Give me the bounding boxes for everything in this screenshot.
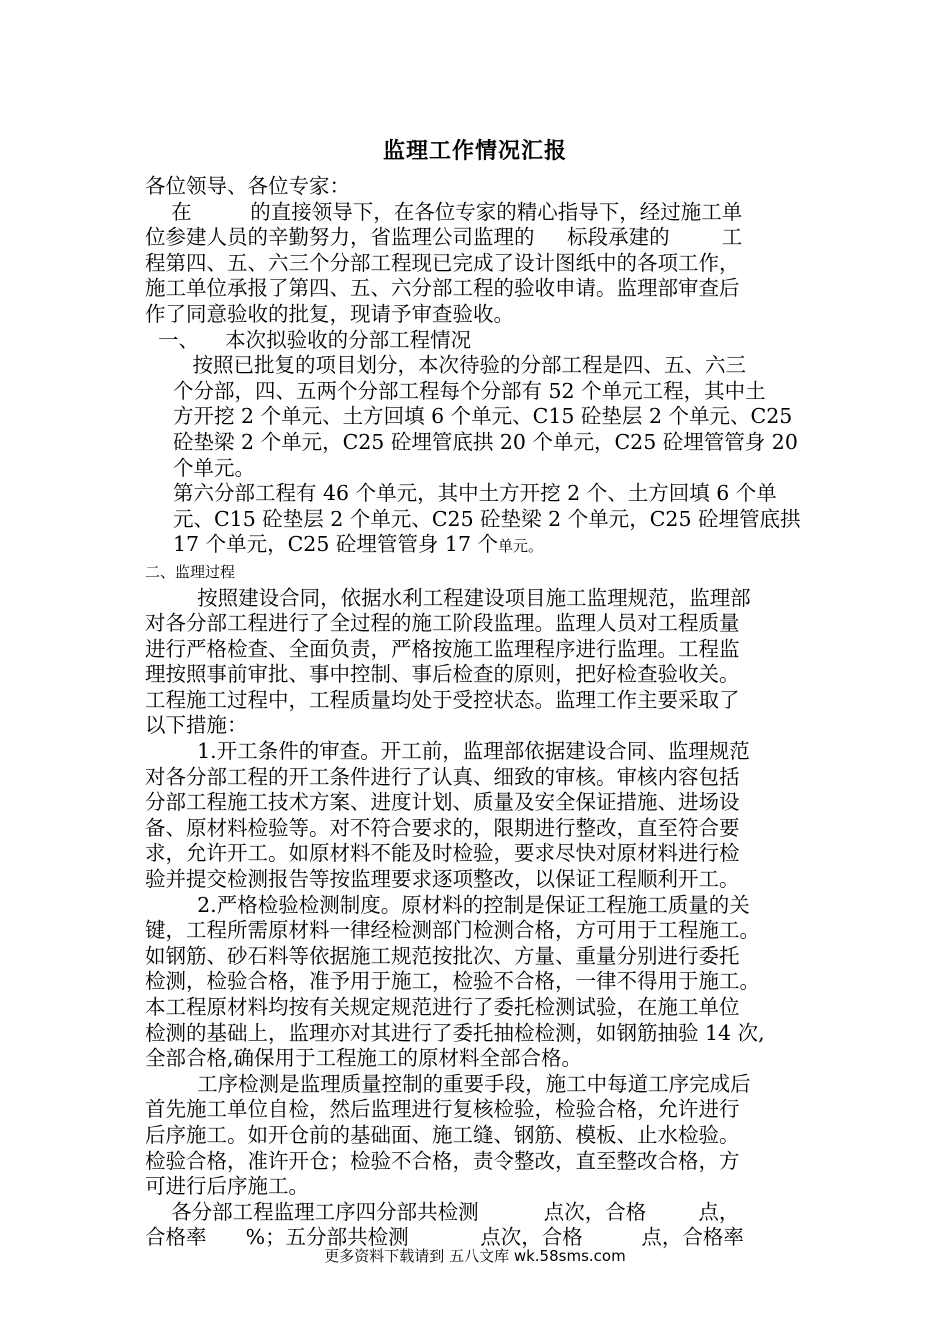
paragraph-line: 分部工程施工技术方案、进度计划、质量及安全保证措施、进场设 [145, 790, 740, 815]
paragraph-line: 验并提交检测报告等按监理要求逐项整改，以保证工程顺利开工。 [145, 867, 740, 892]
paragraph-line: 求，允许开工。如原材料不能及时检验，要求尽快对原材料进行检 [145, 841, 740, 866]
page-title: 监理工作情况汇报 [382, 139, 567, 164]
paragraph-line: 全部合格,确保用于工程施工的原材料全部合格。 [145, 1046, 583, 1071]
paragraph-line: 检测，检验合格，准予用于施工，检验不合格，一律不得用于施工。 [145, 969, 760, 994]
paragraph-line: 按照建设合同，依据水利工程建设项目施工监理规范，监理部 [145, 585, 751, 610]
paragraph-text-small: 单元。 [498, 537, 544, 556]
paragraph-line: 砼垫梁 2 个单元，C25 砼埋管底拱 20 个单元，C25 砼埋管管身 20 [173, 429, 798, 454]
paragraph-line: 工程施工过程中，工程质量均处于受控状态。监理工作主要采取了 [145, 687, 740, 712]
paragraph-line: 位参建人员的辛勤努力，省监理公司监理的 标段承建的 工 [145, 225, 743, 250]
paragraph-line: 合格率 %；五分部共检测 点次，合格 点，合格率 [145, 1225, 744, 1250]
paragraph-line: 元、C15 砼垫层 2 个单元、C25 砼垫梁 2 个单元，C25 砼埋管底拱 [173, 506, 801, 531]
greeting: 各位领导、各位专家： [145, 174, 350, 198]
paragraph-text: 17 个单元，C25 砼埋管管身 17 个 [173, 532, 499, 557]
paragraph-line: 进行严格检查、全面负责，严格按施工监理程序进行监理。工程监 [145, 636, 740, 661]
paragraph-line: 个分部，四、五两个分部工程每个分部有 52 个单元工程，其中土 [173, 378, 766, 403]
paragraph-line: 第六分部工程有 46 个单元，其中土方开挖 2 个、土方回填 6 个单 [173, 481, 777, 506]
paragraph-line [173, 532, 809, 560]
paragraph-line: 2.严格检验检测制度。原材料的控制是保证工程施工质量的关 [145, 892, 750, 917]
paragraph-line: 以下措施： [145, 713, 248, 738]
paragraph-line: 如钢筋、砂石料等依据施工规范按批次、方量、重量分别进行委托 [145, 943, 740, 968]
intro-paragraph [145, 200, 809, 328]
paragraph-line: 可进行后序施工。 [145, 1174, 309, 1199]
process-check-paragraph [145, 1072, 809, 1200]
section2-paragraph [145, 586, 809, 740]
paragraph-line: 检测的基础上，监理亦对其进行了委托抽检检测，如钢筋抽验 14 次, [145, 1020, 765, 1045]
paragraph-line: 首先施工单位自检，然后监理进行复核检验，检验合格，允许进行 [145, 1097, 740, 1122]
paragraph-line: 后序施工。如开仓前的基础面、施工缝、钢筋、模板、止水检验。 [145, 1122, 740, 1147]
paragraph-line: 键，工程所需原材料一律经检测部门检测合格，方可用于工程施工。 [145, 918, 760, 943]
paragraph-line: 对各分部工程进行了全过程的施工阶段监理。监理人员对工程质量 [145, 611, 740, 636]
paragraph-line: 个单元。 [173, 455, 255, 480]
stats-paragraph [145, 1200, 809, 1251]
paragraph-line: 各分部工程监理工序四分部共检测 点次，合格 点， [145, 1199, 740, 1224]
paragraph-line: 方开挖 2 个单元、土方回填 6 个单元、C15 砼垫层 2 个单元、C25 [173, 404, 793, 429]
measure-1-paragraph [145, 739, 809, 893]
paragraph-line: 在 的直接领导下，在各位专家的精心指导下，经过施工单 [145, 199, 743, 224]
document-body [145, 174, 809, 1251]
paragraph-line: 对各分部工程的开工条件进行了认真、细致的审核。审核内容包括 [145, 764, 740, 789]
paragraph-line: 施工单位承报了第四、五、六分部工程的验收申请。监理部审查后 [145, 276, 740, 301]
section-heading: 二、监理过程 [145, 562, 236, 581]
section-heading: 一、 本次拟验收的分部工程情况 [145, 327, 472, 352]
paragraph-line: 本工程原材料均按有关规定规范进行了委托检测试验，在施工单位 [145, 995, 740, 1019]
paragraph-line: 按照已批复的项目划分，本次待验的分部工程是四、五、六三 [173, 353, 747, 378]
paragraph-line: 程第四、五、六三个分部工程现已完成了设计图纸中的各项工作， [145, 250, 740, 275]
paragraph-line: 工序检测是监理质量控制的重要手段，施工中每道工序完成后 [145, 1071, 751, 1096]
paragraph-line: 备、原材料检验等。对不符合要求的，限期进行整改，直至符合要 [145, 815, 740, 840]
section1-paragraph [145, 481, 809, 560]
paragraph-line: 理按照事前审批、事中控制、事后检查的原则，把好检查验收关。 [145, 662, 740, 687]
paragraph-line: 作了同意验收的批复，现请予审查验收。 [145, 301, 514, 326]
footer-link[interactable]: 更多资料下载请到 五八文库 wk.58sms.com [324, 1247, 626, 1265]
section1-paragraph [145, 353, 809, 481]
paragraph-line: 检验合格，准许开仓；检验不合格，责令整改，直至整改合格，方 [145, 1148, 740, 1173]
measure-2-paragraph [145, 893, 809, 1072]
paragraph-line: 1.开工条件的审查。开工前，监理部依据建设合同、监理规范 [145, 739, 750, 764]
